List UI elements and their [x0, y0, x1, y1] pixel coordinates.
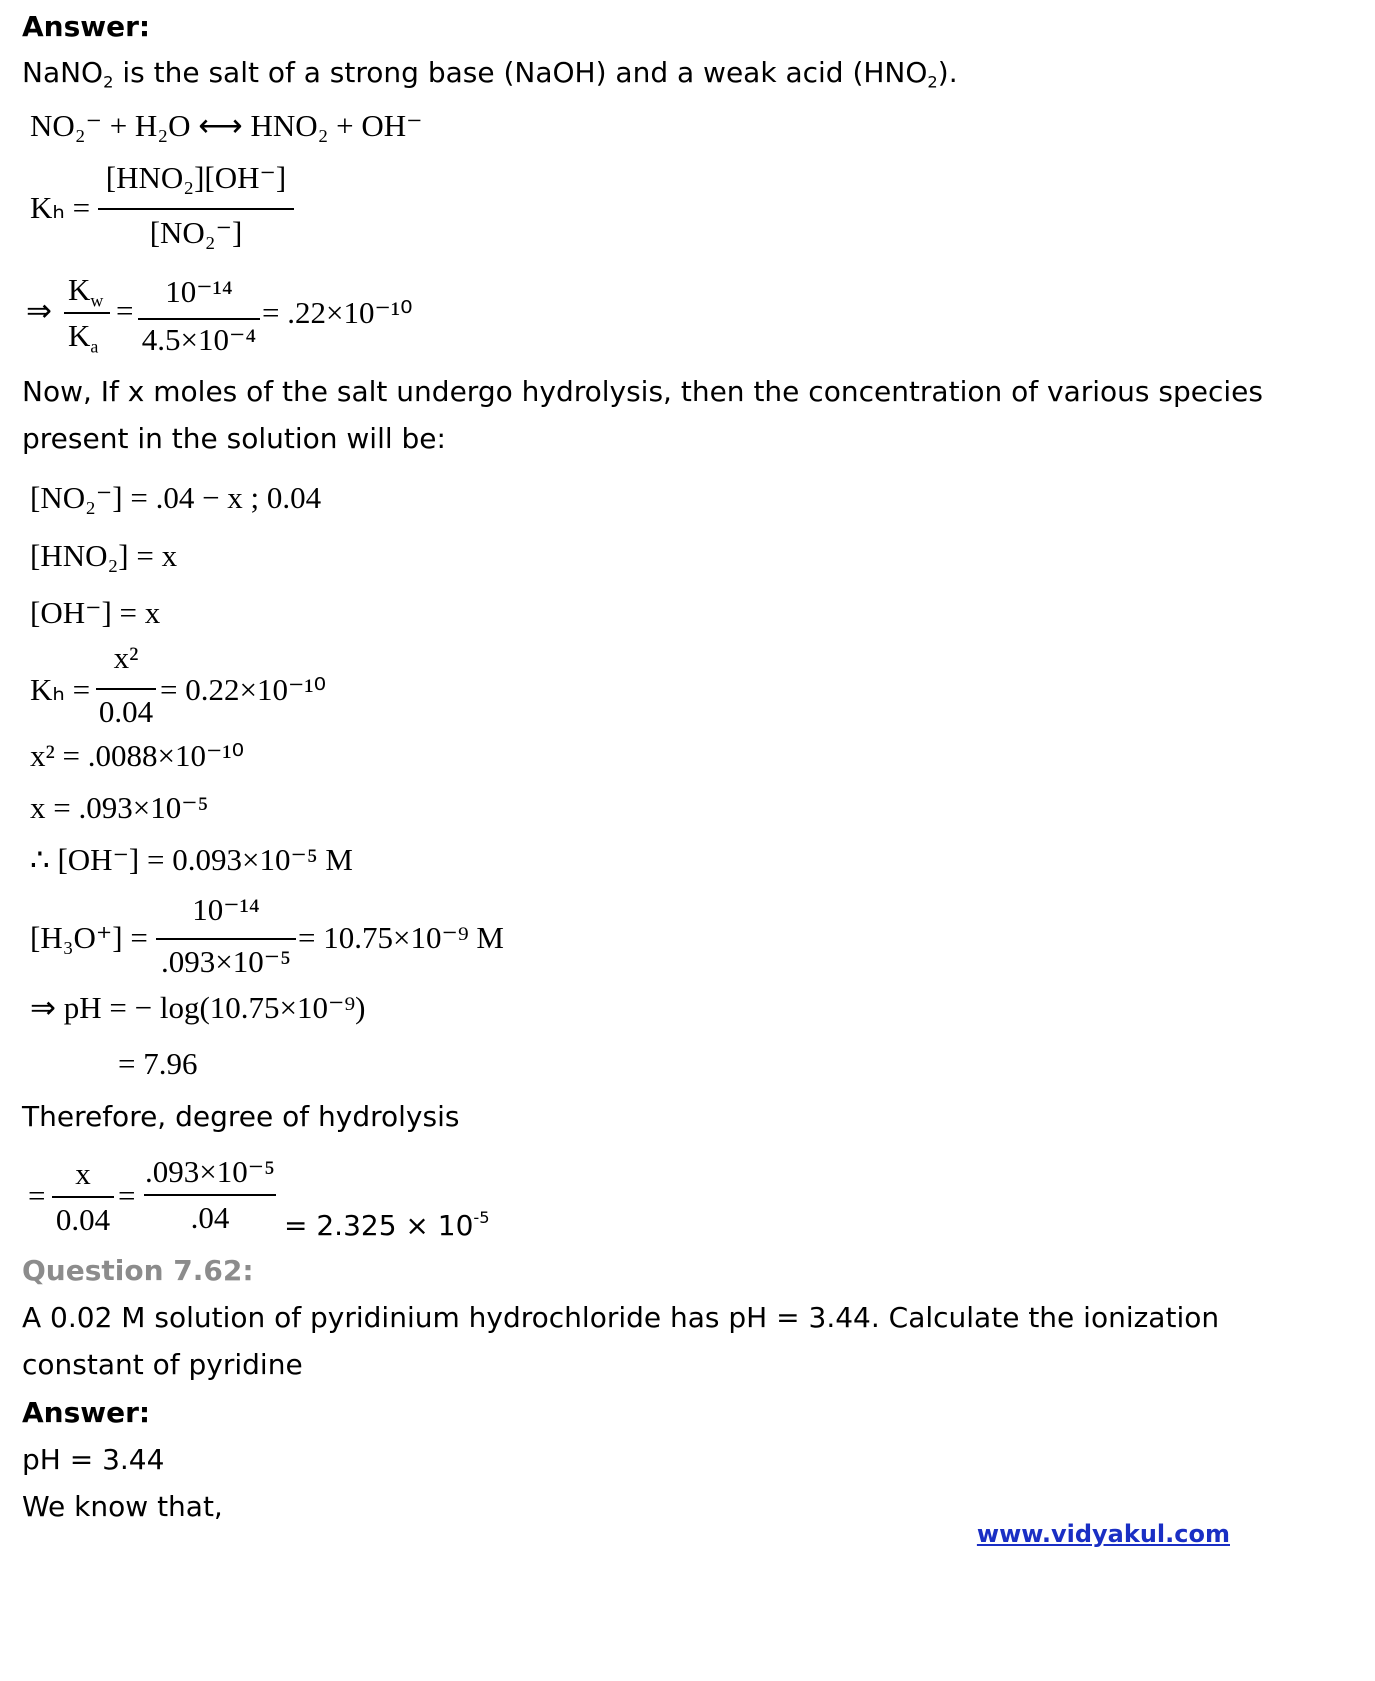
answer-heading: Answer:	[22, 10, 151, 43]
now-paragraph-line1: Now, If x moles of the salt undergo hydrolysis, then the concentration of various species	[22, 375, 1263, 408]
kh-fraction-bar	[98, 208, 294, 210]
x-squared-line: x² = .0088×10⁻¹⁰	[30, 738, 245, 773]
oh-concentration-line: ∴ [OH⁻] = 0.093×10⁻⁵ M	[30, 842, 353, 877]
degree-denominator-2: .04	[190, 1200, 230, 1235]
degree-numerator-2: .093×10⁻⁵	[145, 1154, 275, 1189]
h3o-numerator: 10⁻¹⁴	[192, 892, 260, 927]
kh2-fraction-bar	[96, 688, 156, 690]
hydrolysis-reaction: NO₂⁻ + H₂O ⟷ HNO₂ + OH⁻	[30, 108, 423, 143]
ph-value: = 7.96	[118, 1046, 198, 1081]
degree-equals: =	[28, 1178, 46, 1213]
intro-text: NaNO$_2$ is the salt of a strong base (NaOH) and a weak acid $(HNO_2)$.	[22, 56, 958, 92]
kh-denominator: [NO₂⁻]	[149, 215, 243, 250]
kw-value-fraction-bar	[138, 318, 260, 320]
degree-numerator-1: x	[75, 1156, 91, 1191]
question-heading: Question 7.62:	[22, 1254, 254, 1287]
h3o-lhs: [H₃O⁺] =	[30, 920, 148, 955]
h3o-denominator: .093×10⁻⁵	[161, 944, 291, 979]
h3o-result: = 10.75×10⁻⁹ M	[298, 920, 504, 955]
ph-given: pH = 3.44	[22, 1443, 165, 1476]
kw-ka-fraction-bar	[64, 312, 110, 314]
h3o-fraction-bar	[156, 938, 296, 940]
kw-value-denominator: 4.5×10⁻⁴	[141, 322, 257, 357]
kh2-denominator: 0.04	[98, 694, 154, 729]
implies-arrow: ⇒	[26, 293, 52, 328]
conc-hno2: [HNO₂] = x	[30, 538, 178, 573]
question-line1: A 0.02 M solution of pyridinium hydrochloride has pH = 3.44. Calculate the ionization	[22, 1301, 1220, 1334]
conc-oh: [OH⁻] = x	[30, 595, 161, 630]
now-paragraph-line2: present in the solution will be:	[22, 422, 446, 455]
kh-numerator: [HNO₂][OH⁻]	[105, 160, 287, 195]
x-line: x = .093×10⁻⁵	[30, 790, 209, 825]
degree-result: = $2.325 \times 10^{-5}$	[284, 1208, 490, 1243]
degree-equals-2: =	[118, 1178, 136, 1213]
kw-value-numerator: 10⁻¹⁴	[165, 274, 233, 309]
answer-heading-2: Answer:	[22, 1396, 151, 1429]
we-know-text: We know that,	[22, 1490, 223, 1523]
degree-fraction-bar-2	[144, 1194, 276, 1196]
question-line2: constant of pyridine	[22, 1348, 303, 1381]
kh2-numerator: x²	[113, 640, 139, 675]
degree-denominator-1: 0.04	[55, 1202, 111, 1237]
kh2-result: = 0.22×10⁻¹⁰	[160, 672, 327, 707]
kw-equals: =	[116, 293, 134, 328]
kh-result: = .22×10⁻¹⁰	[262, 295, 413, 330]
ph-log-line: ⇒ pH = − log(10.75×10⁻⁹)	[30, 990, 366, 1025]
degree-fraction-bar-1	[52, 1196, 114, 1198]
kh2-lhs: Kₕ =	[30, 672, 91, 707]
kh-lhs: Kₕ =	[30, 190, 91, 225]
vidyakul-link[interactable]: www.vidyakul.com	[976, 1520, 1230, 1548]
ka-symbol: $K_a$	[68, 318, 99, 357]
conc-no2: [NO₂⁻] = .04 − x ; 0.04	[30, 480, 322, 515]
therefore-text: Therefore, degree of hydrolysis	[22, 1100, 460, 1133]
kw-symbol: $K_w$	[68, 272, 104, 311]
